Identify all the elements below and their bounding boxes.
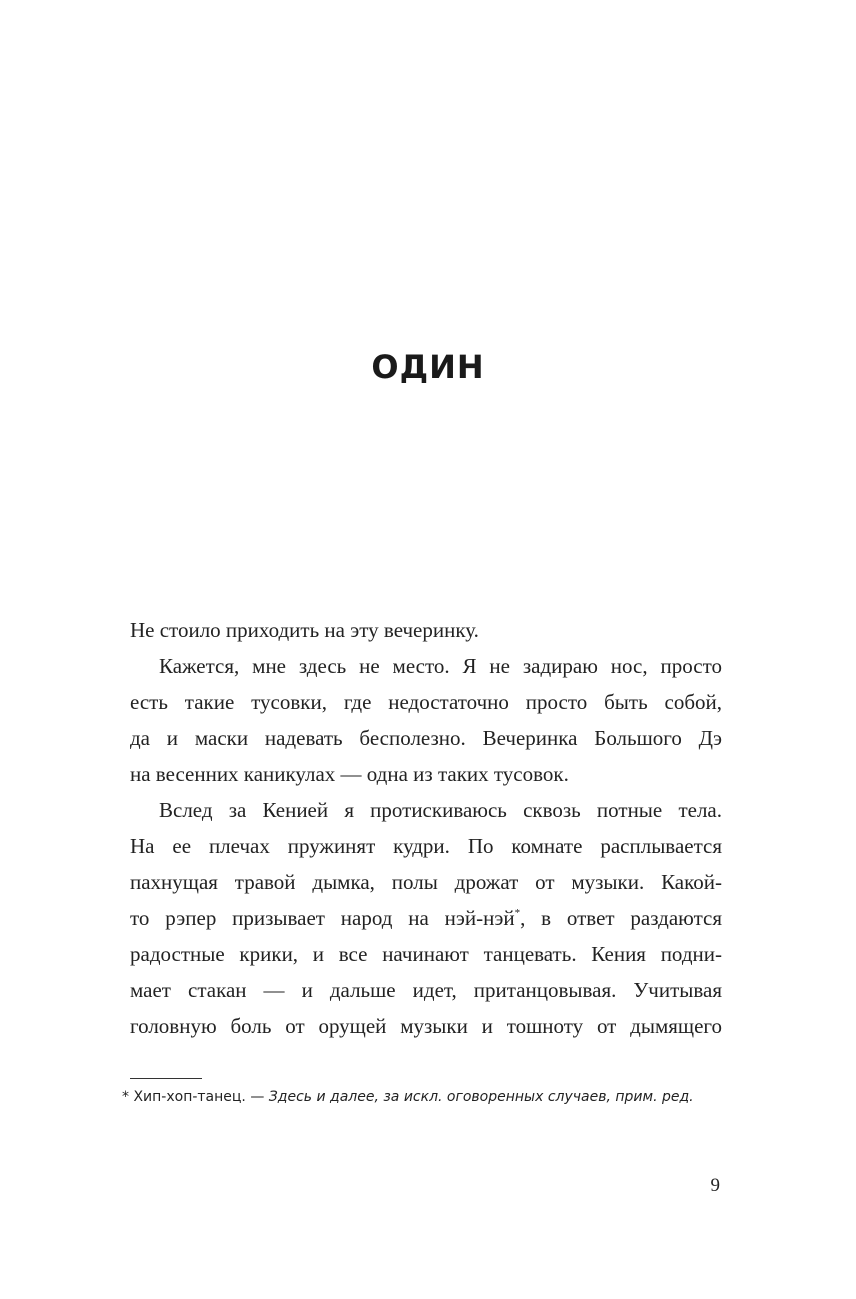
paragraph-3-line-1: Вслед за Кенией я протискиваюсь сквозь потные тела. <box>159 798 722 822</box>
paragraph-3-line-6: мает стакан — и дальше идет, пританцовывая. Учитывая <box>130 978 722 1002</box>
footnote-editor-note: Здесь и далее, за искл. оговоренных случаев, прим. ред. <box>268 1089 694 1105</box>
paragraph-3-line-2: На ее плечах пружинят кудри. По комнате расплывается <box>130 834 722 858</box>
paragraph-3-line-3: пахнущая травой дымка, полы дрожат от музыки. Какой- <box>130 870 722 894</box>
paragraph-3-line-5: радостные крики, и все начинают танцевать. Кения подни- <box>130 942 722 966</box>
footnote <box>122 1087 742 1107</box>
page-number: 9 <box>710 1175 720 1196</box>
paragraph-2-line-1: Кажется, мне здесь не место. Я не задираю нос, просто <box>159 654 722 678</box>
footnoted-text: то рэпер призывает народ на нэй-нэй <box>130 906 515 930</box>
body-text <box>130 612 722 1044</box>
chapter-title: ОДИН <box>371 348 485 386</box>
paragraph-3-line-4 <box>130 900 722 936</box>
footnote-marker: * <box>122 1089 129 1105</box>
line-continuation: , в ответ раздаются <box>520 906 722 930</box>
footnote-reference[interactable]: * <box>514 907 521 919</box>
paragraph-3-line-7: головную боль от орущей музыки и тошноту от дымящего <box>130 1014 722 1038</box>
footnote-text: Хип-хоп-танец. — <box>133 1089 269 1105</box>
paragraph-2-line-3: да и маски надевать бесполезно. Вечеринка Большого Дэ <box>130 726 722 750</box>
paragraph-2-line-4: на весенних каникулах — одна из таких тусовок. <box>130 762 569 786</box>
footnote-divider <box>130 1078 202 1079</box>
paragraph-1-line-1: Не стоило приходить на эту вечеринку. <box>130 618 479 642</box>
paragraph-2-line-2: есть такие тусовки, где недостаточно просто быть собой, <box>130 690 722 714</box>
